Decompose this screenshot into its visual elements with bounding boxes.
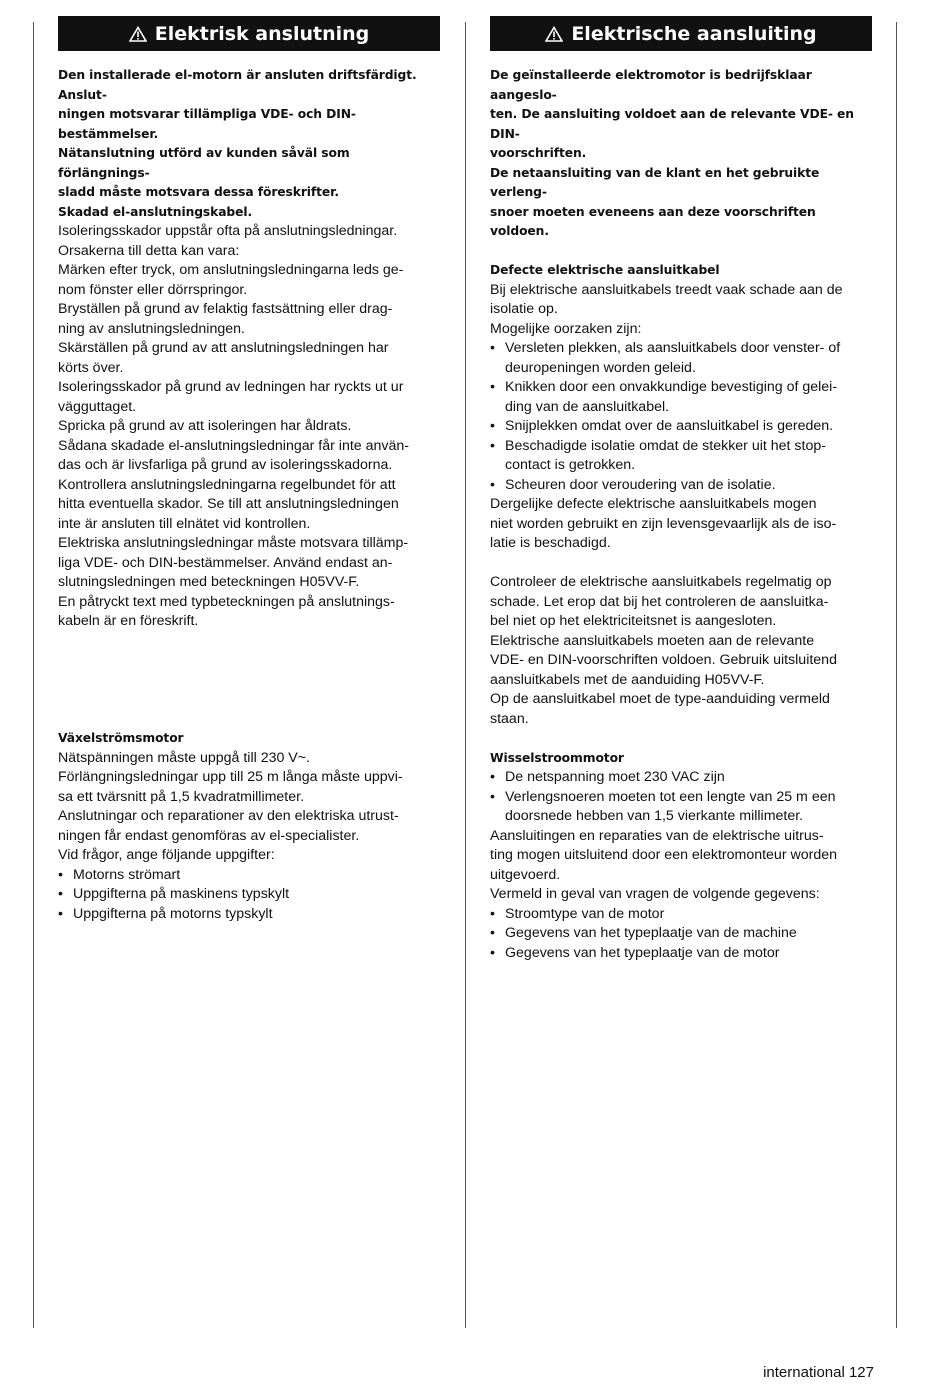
text-line: Den installerade el-motorn är ansluten driftsfärdigt. Anslut-	[58, 68, 417, 102]
text-line: Nätspänningen måste uppgå till 230 V~.	[58, 749, 311, 766]
text-line: Vermeld in geval van vragen de volgende gegevens:	[490, 886, 820, 902]
text-line: En påtryckt text med typbeteckningen på anslutnings-	[58, 593, 395, 610]
danger-text	[490, 495, 872, 554]
text-line: uitgevoerd.	[490, 866, 561, 883]
causes-list	[490, 339, 872, 495]
info-list	[490, 905, 872, 964]
text-line: isolatie op.	[490, 301, 558, 317]
text-line: Op de aansluitkabel moet de type-aanduiding vermeld	[490, 691, 830, 707]
text-line: VDE- en DIN-voorschriften voldoen. Gebruik uitsluitend	[490, 652, 837, 668]
list-item: • Scheuren door veroudering van de isolatie.	[490, 476, 872, 496]
list-item: • Uppgifterna på motorns typskylt	[58, 905, 440, 925]
warning-icon	[545, 26, 563, 42]
section-title: Elektrische aansluiting	[571, 22, 817, 45]
text-line: staan.	[490, 710, 529, 727]
text-line: Elektriska anslutningsledningar måste motsvara tillämp-	[58, 535, 409, 551]
text-line: Elektrische aansluitkabels moeten aan de relevante	[490, 632, 815, 649]
text-line: Isoleringsskador på grund av ledningen har ryckts ut ur	[58, 379, 404, 395]
list-item: • Beschadigde isolatie omdat de stekker uit het stop- contact is getrokken.	[490, 437, 872, 476]
inspection-text	[490, 573, 872, 729]
text-line: vägguttaget.	[58, 398, 137, 415]
section-header	[58, 16, 440, 51]
list-item: • Verlengsnoeren moeten tot een lengte van 25 m een doorsnede hebben van 1,5 vierkante millimeter.	[490, 788, 872, 827]
dutch-column	[490, 16, 872, 963]
text-line: Orsakerna till detta kan vara:	[58, 242, 240, 259]
info-list	[58, 866, 440, 925]
text-line: Sådana skadade el-anslutningsledningar får inte använ-	[58, 437, 409, 454]
list-item: • Knikken door een onvakkundige bevestiging of gelei- ding van de aansluitkabel.	[490, 378, 872, 417]
text-line: Förlängningsledningar upp till 25 m långa måste uppvi-	[58, 769, 403, 785]
text-line: Nätanslutning utförd av kunden såväl som förlängnings-	[58, 146, 350, 180]
column-rule-right	[896, 22, 897, 1328]
list-item: • Snijplekken omdat over de aansluitkabel is gereden.	[490, 417, 872, 437]
text-line: latie is beschadigd.	[490, 535, 611, 551]
text-line: niet worden gebruikt en zijn levensgevaarlijk als de iso-	[490, 515, 837, 532]
list-item: • Gegevens van het typeplaatje van de motor	[490, 944, 872, 964]
text-line: Aansluitingen en reparaties van de elektrische uitrus-	[490, 827, 824, 844]
list-item: • Uppgifterna på maskinens typskylt	[58, 885, 440, 905]
section-title: Elektrisk anslutning	[154, 22, 370, 45]
text-line: Spricka på grund av att isoleringen har åldrats.	[58, 418, 352, 434]
swedish-column	[58, 16, 440, 924]
page-number: international 127	[763, 1364, 874, 1381]
text-line: Mogelijke oorzaken zijn:	[490, 320, 642, 337]
text-line: Anslutningar och reparationer av den elektriska utrust-	[58, 808, 399, 824]
text-line: voorschriften.	[490, 146, 587, 160]
text-line: Controleer de elektrische aansluitkabels regelmatig op	[490, 574, 832, 590]
cable-text	[490, 281, 872, 340]
cable-heading: Defecte elektrische aansluitkabel	[490, 263, 720, 277]
text-line: Kontrollera anslutningsledningarna regelbundet för att	[58, 476, 396, 493]
column-rule-middle	[465, 22, 466, 1328]
text-line: sladd måste motsvara dessa föreskrifter.	[58, 185, 339, 199]
text-line: slutningsledningen med beteckningen H05VV-F.	[58, 574, 360, 590]
warning-icon	[129, 26, 147, 42]
motor-text	[58, 749, 440, 866]
text-line: schade. Let erop dat bij het controleren de aansluitka-	[490, 593, 829, 610]
text-line: Bij elektrische aansluitkabels treedt vaak schade aan de	[490, 281, 843, 298]
text-line: ting mogen uitsluitend door een elektromonteur worden	[490, 847, 838, 863]
text-line: körts över.	[58, 359, 124, 376]
text-line: das och är livsfarliga på grund av isoleringsskadorna.	[58, 457, 393, 473]
motor-heading: Wisselstroommotor	[490, 750, 624, 765]
text-line: Dergelijke defecte elektrische aansluitkabels mogen	[490, 496, 817, 512]
text-line: Isoleringsskador uppstår ofta på anslutningsledningar.	[58, 223, 398, 239]
list-item: • Motorns strömart	[58, 866, 440, 886]
text-line: Bryställen på grund av felaktig fastsättning eller drag-	[58, 301, 393, 317]
text-line: nom fönster eller dörrspringor.	[58, 281, 248, 298]
motor-list	[490, 768, 872, 827]
text-line: inte är ansluten till elnätet vid kontrollen.	[58, 515, 311, 532]
list-item: • Stroomtype van de motor	[490, 905, 872, 925]
list-item: • De netspanning moet 230 VAC zijn	[490, 768, 872, 788]
text-line: ten. De aansluiting voldoet aan de relevante VDE- en DIN-	[490, 107, 854, 141]
text-line: De geïnstalleerde elektromotor is bedrijfsklaar aangeslo-	[490, 68, 812, 102]
damage-text	[58, 222, 440, 632]
text-line: snoer moeten eveneens aan deze voorschriften voldoen.	[490, 204, 816, 238]
text-line: Märken efter tryck, om anslutningsledningarna leds ge-	[58, 262, 404, 278]
repair-text	[490, 827, 872, 905]
section-header	[490, 16, 872, 51]
motor-heading: Växelströmsmotor	[58, 731, 184, 745]
text-line: kabeln är en föreskrift.	[58, 613, 199, 629]
text-line: liga VDE- och DIN-bestämmelser. Använd endast an-	[58, 554, 393, 571]
text-line: bel niet op het elektriciteitsnet is aangesloten.	[490, 613, 777, 629]
text-line: sa ett tvärsnitt på 1,5 kvadratmillimeter.	[58, 788, 305, 805]
text-line: De netaansluiting van de klant en het gebruikte verleng-	[490, 165, 820, 199]
subheading: Skadad el-anslutningskabel.	[58, 204, 253, 219]
text-line: hitta eventuella skador. Se till att anslutningsledningen	[58, 496, 399, 512]
list-item: • Versleten plekken, als aansluitkabels door venster- of deuropeningen worden geleid.	[490, 339, 872, 378]
text-line: ningen motsvarar tillämpliga VDE- och DIN-bestämmelser.	[58, 107, 356, 141]
intro-block	[58, 66, 440, 222]
text-line: Vid frågor, ange följande uppgifter:	[58, 847, 275, 863]
text-line: ningen får endast genomföras av el-specialister.	[58, 827, 360, 844]
text-line: aansluitkabels met de aanduiding H05VV-F.	[490, 671, 765, 688]
text-line: ning av anslutningsledningen.	[58, 320, 245, 337]
intro-block	[490, 66, 872, 242]
text-line: Skärställen på grund av att anslutningsledningen har	[58, 340, 389, 356]
list-item: • Gegevens van het typeplaatje van de machine	[490, 924, 872, 944]
column-rule-left	[33, 22, 34, 1328]
